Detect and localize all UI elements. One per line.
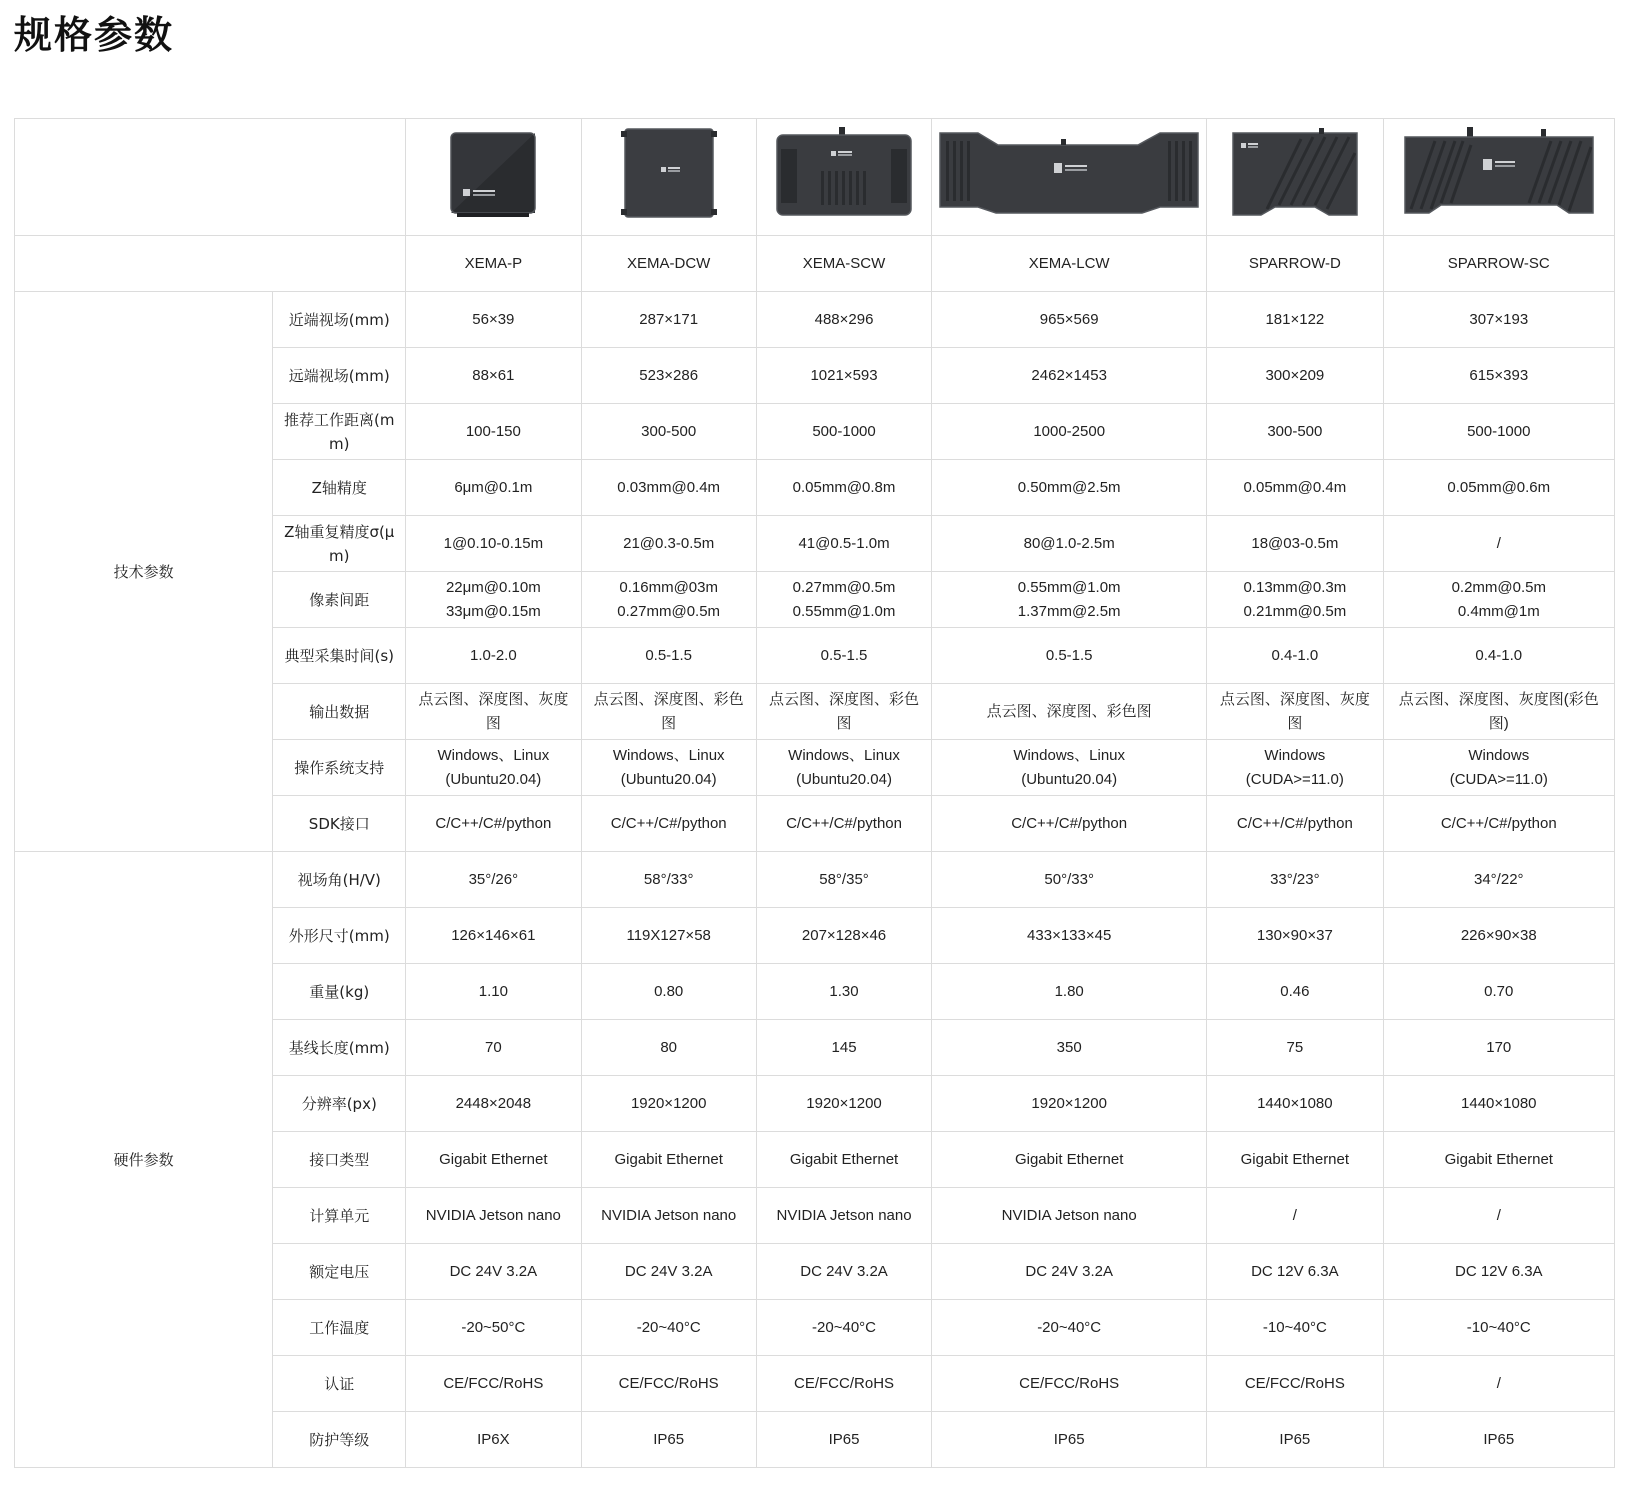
spec-value: 0.50mm@2.5m: [932, 460, 1207, 516]
spec-value-line: 0.16mm@03m: [619, 578, 718, 596]
spec-value-line: 0.27mm@0.5m: [617, 602, 721, 620]
spec-value-line: 1.37mm@2.5m: [1017, 602, 1121, 620]
spec-value: [756, 572, 931, 628]
model-name-3: XEMA-LCW: [932, 236, 1207, 292]
spec-value: CE/FCC/RoHS: [1207, 1356, 1383, 1412]
spec-value: 300×209: [1207, 348, 1383, 404]
spec-value: 0.4-1.0: [1383, 628, 1614, 684]
spec-row: [15, 292, 1615, 348]
spec-value-line: (CUDA>=11.0): [1449, 770, 1548, 788]
spec-value: 1000-2500: [932, 404, 1207, 460]
spec-value: 145: [756, 1020, 931, 1076]
spec-value: C/C++/C#/python: [756, 796, 931, 852]
model-name-4: SPARROW-D: [1207, 236, 1383, 292]
spec-value: C/C++/C#/python: [581, 796, 756, 852]
spec-value: [581, 740, 756, 796]
spec-value-line: 0.55mm@1.0m: [792, 602, 896, 620]
spec-label: Z轴重复精度σ(μm): [273, 516, 406, 572]
spec-value: 1920×1200: [756, 1076, 931, 1132]
spec-value-line: 0.4mm@1m: [1457, 602, 1540, 620]
spec-value: CE/FCC/RoHS: [581, 1356, 756, 1412]
spec-value: 1021×593: [756, 348, 931, 404]
spec-value: 点云图、深度图、灰度图: [1207, 684, 1383, 740]
spec-value: -10~40°C: [1383, 1300, 1614, 1356]
spec-value: 80: [581, 1020, 756, 1076]
spec-value: -10~40°C: [1207, 1300, 1383, 1356]
spec-value: 18@03-0.5m: [1207, 516, 1383, 572]
spec-value: IP65: [1207, 1412, 1383, 1468]
model-row-label-cell: [15, 236, 406, 292]
spec-value: 34°/22°: [1383, 852, 1614, 908]
spec-value-line: 0.13mm@0.3m: [1243, 578, 1347, 596]
spec-value: 0.5-1.5: [756, 628, 931, 684]
spec-value: [932, 740, 1207, 796]
spec-value-line: Windows: [1264, 746, 1326, 764]
spec-value-line: (Ubuntu20.04): [796, 770, 892, 788]
spec-value: DC 12V 6.3A: [1383, 1244, 1614, 1300]
spec-value: 6μm@0.1m: [406, 460, 581, 516]
spec-value: 0.5-1.5: [581, 628, 756, 684]
spec-value: 287×171: [581, 292, 756, 348]
camera-xema-p-image: [447, 127, 539, 219]
spec-label: 像素间距: [273, 572, 406, 628]
spec-value: 21@0.3-0.5m: [581, 516, 756, 572]
spec-value: Gigabit Ethernet: [756, 1132, 931, 1188]
product-image-sparrow-sc: [1383, 119, 1614, 236]
spec-value-line: Windows、Linux: [1013, 746, 1126, 764]
product-image-xema-scw: [756, 119, 931, 236]
spec-value: 41@0.5-1.0m: [756, 516, 931, 572]
spec-label: 视场角(H/V): [273, 852, 406, 908]
spec-value: [581, 572, 756, 628]
spec-value: IP65: [932, 1412, 1207, 1468]
spec-value: 100-150: [406, 404, 581, 460]
spec-value: NVIDIA Jetson nano: [756, 1188, 931, 1244]
spec-value-line: 0.27mm@0.5m: [792, 578, 896, 596]
spec-label: 推荐工作距离(mm): [273, 404, 406, 460]
spec-value: IP65: [581, 1412, 756, 1468]
spec-value-line: 33μm@0.15m: [445, 602, 541, 620]
spec-label: 远端视场(mm): [273, 348, 406, 404]
group-label: 硬件参数: [15, 852, 273, 1468]
spec-value: 488×296: [756, 292, 931, 348]
spec-label: 典型采集时间(s): [273, 628, 406, 684]
spec-value: C/C++/C#/python: [1207, 796, 1383, 852]
spec-label: 认证: [273, 1356, 406, 1412]
spec-value: NVIDIA Jetson nano: [932, 1188, 1207, 1244]
spec-value: [1383, 740, 1614, 796]
spec-value: Gigabit Ethernet: [1383, 1132, 1614, 1188]
model-name-2: XEMA-SCW: [756, 236, 931, 292]
spec-value: Gigabit Ethernet: [932, 1132, 1207, 1188]
model-name-row: [15, 236, 1615, 292]
spec-value: 0.5-1.5: [932, 628, 1207, 684]
spec-value: 207×128×46: [756, 908, 931, 964]
spec-value: 965×569: [932, 292, 1207, 348]
spec-label: 分辨率(px): [273, 1076, 406, 1132]
spec-value: 50°/33°: [932, 852, 1207, 908]
spec-value-line: Windows、Linux: [437, 746, 550, 764]
spec-value: 181×122: [1207, 292, 1383, 348]
spec-value-line: (Ubuntu20.04): [620, 770, 717, 788]
spec-label: Z轴精度: [273, 460, 406, 516]
spec-value: 119X127×58: [581, 908, 756, 964]
spec-value: [406, 572, 581, 628]
spec-value: CE/FCC/RoHS: [756, 1356, 931, 1412]
product-image-row: [15, 119, 1615, 236]
spec-value: -20~40°C: [756, 1300, 931, 1356]
model-name-5: SPARROW-SC: [1383, 236, 1614, 292]
spec-value: NVIDIA Jetson nano: [406, 1188, 581, 1244]
spec-label: 操作系统支持: [273, 740, 406, 796]
spec-value: -20~40°C: [932, 1300, 1207, 1356]
spec-value: 点云图、深度图、彩色图: [756, 684, 931, 740]
spec-value: 1@0.10-0.15m: [406, 516, 581, 572]
camera-xema-lcw-image: [938, 127, 1200, 219]
spec-value: /: [1383, 516, 1614, 572]
group-label: 技术参数: [15, 292, 273, 852]
corner-cell: [15, 119, 406, 236]
spec-value: 500-1000: [756, 404, 931, 460]
spec-value: 1440×1080: [1207, 1076, 1383, 1132]
spec-value: 2462×1453: [932, 348, 1207, 404]
spec-value-line: 22μm@0.10m: [445, 578, 541, 596]
spec-value: [1207, 740, 1383, 796]
spec-value: 0.05mm@0.8m: [756, 460, 931, 516]
spec-value: 点云图、深度图、灰度图: [406, 684, 581, 740]
spec-value-line: 0.55mm@1.0m: [1017, 578, 1121, 596]
spec-value-line: Windows、Linux: [788, 746, 900, 764]
spec-value: DC 12V 6.3A: [1207, 1244, 1383, 1300]
spec-label: 接口类型: [273, 1132, 406, 1188]
spec-value: 2448×2048: [406, 1076, 581, 1132]
spec-value: 500-1000: [1383, 404, 1614, 460]
spec-value: DC 24V 3.2A: [756, 1244, 931, 1300]
spec-value: NVIDIA Jetson nano: [581, 1188, 756, 1244]
spec-value: 1.10: [406, 964, 581, 1020]
spec-value: 88×61: [406, 348, 581, 404]
spec-value: 56×39: [406, 292, 581, 348]
spec-value: 点云图、深度图、彩色图: [581, 684, 756, 740]
spec-value: 35°/26°: [406, 852, 581, 908]
spec-value-line: (CUDA>=11.0): [1245, 770, 1344, 788]
spec-label: 基线长度(mm): [273, 1020, 406, 1076]
spec-value: IP6X: [406, 1412, 581, 1468]
spec-label: 防护等级: [273, 1412, 406, 1468]
spec-value: 0.4-1.0: [1207, 628, 1383, 684]
spec-value: DC 24V 3.2A: [932, 1244, 1207, 1300]
spec-row: [15, 852, 1615, 908]
spec-value: Gigabit Ethernet: [581, 1132, 756, 1188]
spec-value: 58°/33°: [581, 852, 756, 908]
spec-value: 1.0-2.0: [406, 628, 581, 684]
spec-value: IP65: [1383, 1412, 1614, 1468]
spec-value: 307×193: [1383, 292, 1614, 348]
spec-value: 130×90×37: [1207, 908, 1383, 964]
spec-value: [756, 740, 931, 796]
spec-value: 300-500: [1207, 404, 1383, 460]
spec-value: 300-500: [581, 404, 756, 460]
spec-value: 126×146×61: [406, 908, 581, 964]
spec-value: C/C++/C#/python: [932, 796, 1207, 852]
spec-value-line: Windows、Linux: [612, 746, 725, 764]
spec-value: 170: [1383, 1020, 1614, 1076]
spec-value: 点云图、深度图、灰度图(彩色图): [1383, 684, 1614, 740]
spec-value: /: [1383, 1356, 1614, 1412]
camera-sparrow-sc-image: [1401, 125, 1597, 221]
product-image-xema-dcw: [581, 119, 756, 236]
spec-value: DC 24V 3.2A: [581, 1244, 756, 1300]
spec-value: C/C++/C#/python: [406, 796, 581, 852]
spec-value: 615×393: [1383, 348, 1614, 404]
model-name-1: XEMA-DCW: [581, 236, 756, 292]
spec-value: Gigabit Ethernet: [1207, 1132, 1383, 1188]
product-image-sparrow-d: [1207, 119, 1383, 236]
spec-value: 1920×1200: [932, 1076, 1207, 1132]
model-name-0: XEMA-P: [406, 236, 581, 292]
spec-value: /: [1383, 1188, 1614, 1244]
spec-value: Gigabit Ethernet: [406, 1132, 581, 1188]
camera-xema-scw-image: [773, 125, 915, 221]
spec-value: 350: [932, 1020, 1207, 1076]
spec-value: DC 24V 3.2A: [406, 1244, 581, 1300]
spec-label: 输出数据: [273, 684, 406, 740]
spec-value: 0.03mm@0.4m: [581, 460, 756, 516]
spec-value: 1.30: [756, 964, 931, 1020]
spec-value: C/C++/C#/python: [1383, 796, 1614, 852]
spec-value: IP65: [756, 1412, 931, 1468]
spec-value: 点云图、深度图、彩色图: [932, 684, 1207, 740]
spec-value-line: (Ubuntu20.04): [445, 770, 542, 788]
spec-table: [14, 118, 1615, 1468]
spec-value: 80@1.0-2.5m: [932, 516, 1207, 572]
spec-value: -20~50°C: [406, 1300, 581, 1356]
camera-sparrow-d-image: [1229, 125, 1361, 221]
spec-value: 1.80: [932, 964, 1207, 1020]
camera-xema-dcw-image: [619, 125, 719, 221]
spec-label: 计算单元: [273, 1188, 406, 1244]
spec-value-line: (Ubuntu20.04): [1021, 770, 1118, 788]
product-image-xema-p: [406, 119, 581, 236]
spec-value: 58°/35°: [756, 852, 931, 908]
spec-value: 0.05mm@0.4m: [1207, 460, 1383, 516]
spec-value: 1920×1200: [581, 1076, 756, 1132]
spec-value: 0.05mm@0.6m: [1383, 460, 1614, 516]
spec-value: [1207, 572, 1383, 628]
spec-value-line: Windows: [1468, 746, 1530, 764]
spec-value: CE/FCC/RoHS: [406, 1356, 581, 1412]
spec-label: SDK接口: [273, 796, 406, 852]
spec-value: 33°/23°: [1207, 852, 1383, 908]
spec-value: 226×90×38: [1383, 908, 1614, 964]
spec-value: 0.70: [1383, 964, 1614, 1020]
spec-label: 近端视场(mm): [273, 292, 406, 348]
product-image-xema-lcw: [932, 119, 1207, 236]
spec-value: -20~40°C: [581, 1300, 756, 1356]
spec-value: 523×286: [581, 348, 756, 404]
spec-value-line: 0.2mm@0.5m: [1451, 578, 1546, 596]
spec-value: [1383, 572, 1614, 628]
spec-value: [406, 740, 581, 796]
spec-label: 工作温度: [273, 1300, 406, 1356]
spec-value: CE/FCC/RoHS: [932, 1356, 1207, 1412]
spec-value: 1440×1080: [1383, 1076, 1614, 1132]
page-title: 规格参数: [14, 13, 175, 57]
spec-value: 0.80: [581, 964, 756, 1020]
spec-value-line: 0.21mm@0.5m: [1243, 602, 1347, 620]
spec-value: 75: [1207, 1020, 1383, 1076]
spec-value: 433×133×45: [932, 908, 1207, 964]
spec-value: 70: [406, 1020, 581, 1076]
spec-value: 0.46: [1207, 964, 1383, 1020]
spec-label: 额定电压: [273, 1244, 406, 1300]
spec-value: /: [1207, 1188, 1383, 1244]
spec-value: [932, 572, 1207, 628]
spec-label: 外形尺寸(mm): [273, 908, 406, 964]
spec-label: 重量(kg): [273, 964, 406, 1020]
